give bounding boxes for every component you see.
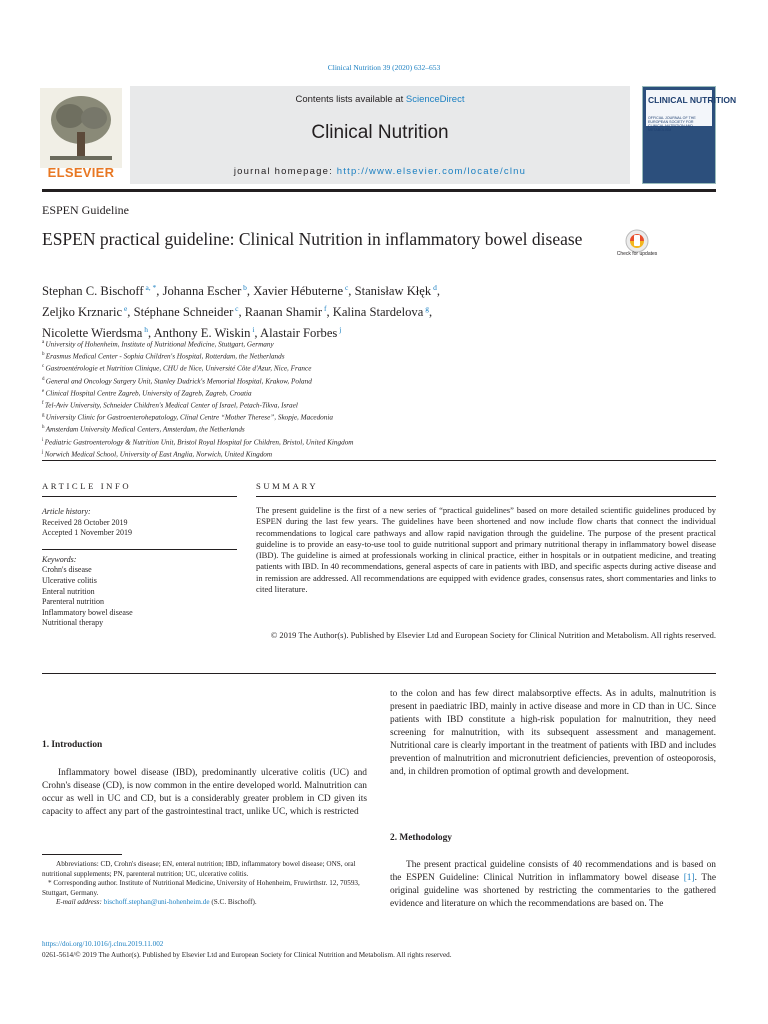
author-affiliation-marker[interactable]: c <box>233 304 239 314</box>
author-separator: , <box>127 305 134 320</box>
methodology-text-before: The present practical guideline consists of 40 recommendations and is based on the ESPEN Guideline: Clinical Nutrition in inflammatory bowel disease <box>390 860 716 883</box>
footnote-rule <box>42 854 122 855</box>
affiliation-text: General and Oncology Surgery Unit, Stanley Dudrick's Memorial Hospital, Krakow, Poland <box>45 376 312 385</box>
journal-name: Clinical Nutrition <box>311 122 449 143</box>
email-link[interactable]: bischoff.stephan@uni-hohenheim.de <box>103 898 210 907</box>
article-title: ESPEN practical guideline: Clinical Nutrition in inflammatory bowel disease <box>42 229 583 249</box>
methodology-heading: 2. Methodology <box>390 833 452 843</box>
author-name: Stanisław Kłęk <box>354 284 432 299</box>
footnotes <box>42 860 367 908</box>
author-separator: , <box>348 284 355 299</box>
affiliation-marker: c <box>42 364 46 370</box>
affiliation-text: Tel-Aviv University, Schneider Children's Medical Center of Israel, Petach-Tikva, Israel <box>44 401 298 410</box>
author-affiliation-marker[interactable]: j <box>337 325 342 335</box>
author-name: Kalina Stardelova <box>332 305 424 320</box>
affiliation-text: Erasmus Medical Center - Sophia Children's Hospital, Rotterdam, the Netherlands <box>45 352 285 361</box>
author-separator: , <box>156 284 163 299</box>
author-separator: , <box>428 305 433 320</box>
summary-heading: SUMMARY <box>256 481 319 491</box>
received-date: Received 28 October 2019 <box>42 517 128 527</box>
email-label: E-mail address: <box>56 898 104 907</box>
issn-line: 0261-5614/© 2019 The Author(s). Published by Elsevier Ltd and European Society for Clinical Nutrition and Metabolism. All rights reserved. <box>42 951 452 959</box>
introduction-heading: 1. Introduction <box>42 740 103 750</box>
affiliation-marker: f <box>42 400 45 406</box>
affiliation-marker: e <box>42 388 46 394</box>
affiliation-item <box>42 399 662 411</box>
introduction-text: Inflammatory bowel disease (IBD), predominantly ulcerative colitis (UC) and Crohn's disease (CD), is now common in the entire developed world. Malnutrition can occur as well in UC and CD, but is a considerably greater problem in CD given its capacity to affect any part of the gastrointestinal tract, unlike UC, which is restricted <box>42 768 367 817</box>
author-separator: , <box>436 284 440 299</box>
affiliation-item <box>42 423 662 435</box>
affiliation-marker: g <box>42 413 46 419</box>
author-separator: , <box>326 305 333 320</box>
article-info-block <box>42 507 237 629</box>
article-type: ESPEN Guideline <box>42 203 129 217</box>
journal-homepage <box>130 166 630 177</box>
author-separator: , <box>238 305 245 320</box>
affiliation-text: Pediatric Gastroenterology & Nutrition Unit, Bristol Royal Hospital for Children, Bristol, United Kingdom <box>44 437 354 446</box>
keyword-item: Enteral nutrition <box>42 586 95 596</box>
author-affiliation-marker[interactable]: d <box>431 283 437 292</box>
affiliation-item <box>42 411 662 423</box>
affiliation-item <box>42 338 662 350</box>
author-name: Zeljko Krznaric <box>42 305 123 320</box>
affiliation-item <box>42 362 662 374</box>
affiliation-text: University Clinic for Gastroenterohepatology, Clinal Centre “Mother Therese”, Skopje, Macedonia <box>45 413 333 422</box>
summary-copyright: © 2019 The Author(s). Published by Elsevier Ltd and European Society for Clinical Nutrition and Metabolism. All rights reserved. <box>270 630 716 640</box>
corresponding-note: * Corresponding author. Institute of Nutritional Medicine, University of Hohenheim, Fruwirthstr. 12, 70593, Stuttgart, Germany. <box>42 879 360 897</box>
author-affiliation-marker[interactable]: b <box>241 283 247 292</box>
author-name: Stephan C. Bischoff <box>42 284 144 299</box>
article-info-heading: ARTICLE INFO <box>42 481 132 491</box>
affiliation-item <box>42 448 662 460</box>
affiliation-text: Amsterdam University Medical Centers, Amsterdam, the Netherlands <box>45 425 245 434</box>
check-for-updates-label[interactable]: Check for updates <box>616 251 658 257</box>
author-affiliation-marker[interactable]: f <box>322 304 327 314</box>
affiliation-marker: a <box>42 340 46 345</box>
affiliation-rule <box>42 460 716 461</box>
history-label: Article history: <box>42 507 91 516</box>
summary-text: The present guideline is the first of a new series of “practical guidelines” based on more detailed scientific guidelines produced by ESPEN during the last few years. The guidelines have been shortened and now include flow charts that connect the individual recommendations to logical care pathways and allow rapid navigation through the guideline. The purpose of the present practical guideline is to provide an easy-to-use tool to guide nutritional support and primary nutritional therapy in inflammatory bowel disease (IBD). The guideline is aimed at professionals working in clinical practice, either in hospitals or in outpatient medicine, and treating patients with IBD. In 40 recommendations, general aspects of care in patients with IBD, and specific aspects during active disease and in remission are addressed. All recommendations are equipped with evidence grades, consensus rates, short commentaries and links to cited literature. <box>256 505 716 595</box>
keywords-rule <box>42 549 237 550</box>
check-for-updates-icon[interactable] <box>621 229 653 269</box>
author-affiliation-marker[interactable]: a, * <box>143 283 157 292</box>
keyword-item: Crohn's disease <box>42 565 92 575</box>
affiliation-marker: j <box>42 449 45 455</box>
methodology-text-after: . The original guideline was shortened by restricting the commentaries to the gathered evidence and literature on which the recommendations are based on. The <box>390 873 717 909</box>
affiliation-item <box>42 436 662 448</box>
affiliation-item <box>42 387 662 399</box>
author-affiliation-marker[interactable]: h <box>142 325 148 335</box>
affiliation-text: Norwich Medical School, University of East Anglia, Norwich, United Kingdom <box>44 450 273 459</box>
author-separator: , <box>246 284 254 299</box>
keyword-item: Parenteral nutrition <box>42 597 104 607</box>
affiliation-item <box>42 375 662 387</box>
sciencedirect-link[interactable]: ScienceDirect <box>405 94 465 105</box>
affiliation-marker: d <box>42 376 46 382</box>
keyword-item: Inflammatory bowel disease <box>42 607 133 617</box>
author-name: Alastair Forbes <box>260 326 338 341</box>
citation-link[interactable]: [1] <box>683 873 695 883</box>
contents-line <box>130 94 630 105</box>
elsevier-wordmark: ELSEVIER <box>47 165 115 180</box>
doi-link[interactable]: https://doi.org/10.1016/j.clnu.2019.11.002 <box>42 940 164 948</box>
header-rule <box>42 189 716 192</box>
homepage-link[interactable]: http://www.elsevier.com/locate/clnu <box>336 166 527 177</box>
contents-prefix: Contents lists available at <box>295 94 406 105</box>
author-name: Xavier Hébuterne <box>253 284 344 299</box>
author-affiliation-marker[interactable]: c <box>343 283 349 292</box>
accepted-date: Accepted 1 November 2019 <box>42 528 132 538</box>
affiliation-text: Clinical Hospital Centre Zagreb, University of Zagreb, Zagreb, Croatia <box>45 389 252 398</box>
cover-subtitle: OFFICIAL JOURNAL OF THE EUROPEAN SOCIETY FOR CLINICAL NUTRITION AND METABOLISM <box>648 116 696 132</box>
author-name: Nicolette Wierdsma <box>42 326 143 341</box>
body-rule <box>42 673 716 674</box>
cover-title: CLINICAL NUTRITION <box>648 95 737 105</box>
email-suffix: (S.C. Bischoff). <box>209 898 257 907</box>
article-info-rule <box>42 496 237 497</box>
author-affiliation-marker[interactable]: e <box>122 304 128 314</box>
author-affiliation-marker[interactable]: g <box>423 304 429 314</box>
methodology-text <box>390 859 716 911</box>
affiliation-text: University of Hohenheim, Institute of Nutritional Medicine, Stuttgart, Germany <box>45 340 274 349</box>
author-name: Stéphane Schneider <box>133 305 234 320</box>
introduction-continued: to the colon and has few direct malabsorptive effects. As in adults, malnutrition is present in paediatric IBD, mainly in active disease and more in CD than in UC. Since patients with IBD constitute a high-risk population for malnutrition, they need screening for malnutrition, with its subsequent assessment and management. Nutritional care is clearly important in the treatment of patients with IBD and includes prevention of malnutrition and micronutrient deficiencies, prevention of osteoporosis, and, in children promotion of optimal growth and development. <box>390 689 716 777</box>
elsevier-tree-logo <box>40 88 122 168</box>
homepage-prefix: journal homepage: <box>233 166 337 177</box>
affiliation-marker: i <box>42 437 45 443</box>
author-name: Johanna Escher <box>162 284 242 299</box>
affiliation-text: Gastroentérologie et Nutrition Clinique, CHU de Nice, Université Côte d'Azur, Nice, France <box>45 364 312 373</box>
affiliation-item <box>42 350 662 362</box>
affiliation-marker: b <box>42 352 46 358</box>
keyword-item: Ulcerative colitis <box>42 575 97 585</box>
keywords-label: Keywords: <box>42 554 77 564</box>
affiliation-list <box>42 338 662 460</box>
author-list <box>42 279 662 343</box>
keyword-item: Nutritional therapy <box>42 618 104 628</box>
summary-rule <box>256 496 716 497</box>
author-name: Anthony E. Wiskin <box>153 326 251 341</box>
journal-reference[interactable]: Clinical Nutrition 39 (2020) 632–653 <box>327 63 441 72</box>
email-note <box>42 898 367 908</box>
author-separator: , <box>254 326 261 341</box>
affiliation-marker: h <box>42 425 46 431</box>
keyword-list <box>42 565 237 629</box>
abbreviations-note: Abbreviations: CD, Crohn's disease; EN, enteral nutrition; IBD, inflammatory bowel disease; ONS, oral nutritional supplements; PN, parenteral nutrition; UC, ulcerative colitis. <box>42 860 356 878</box>
author-affiliation-marker[interactable]: i <box>250 325 255 335</box>
author-name: Raanan Shamir <box>244 305 323 320</box>
author-separator: , <box>147 326 154 341</box>
